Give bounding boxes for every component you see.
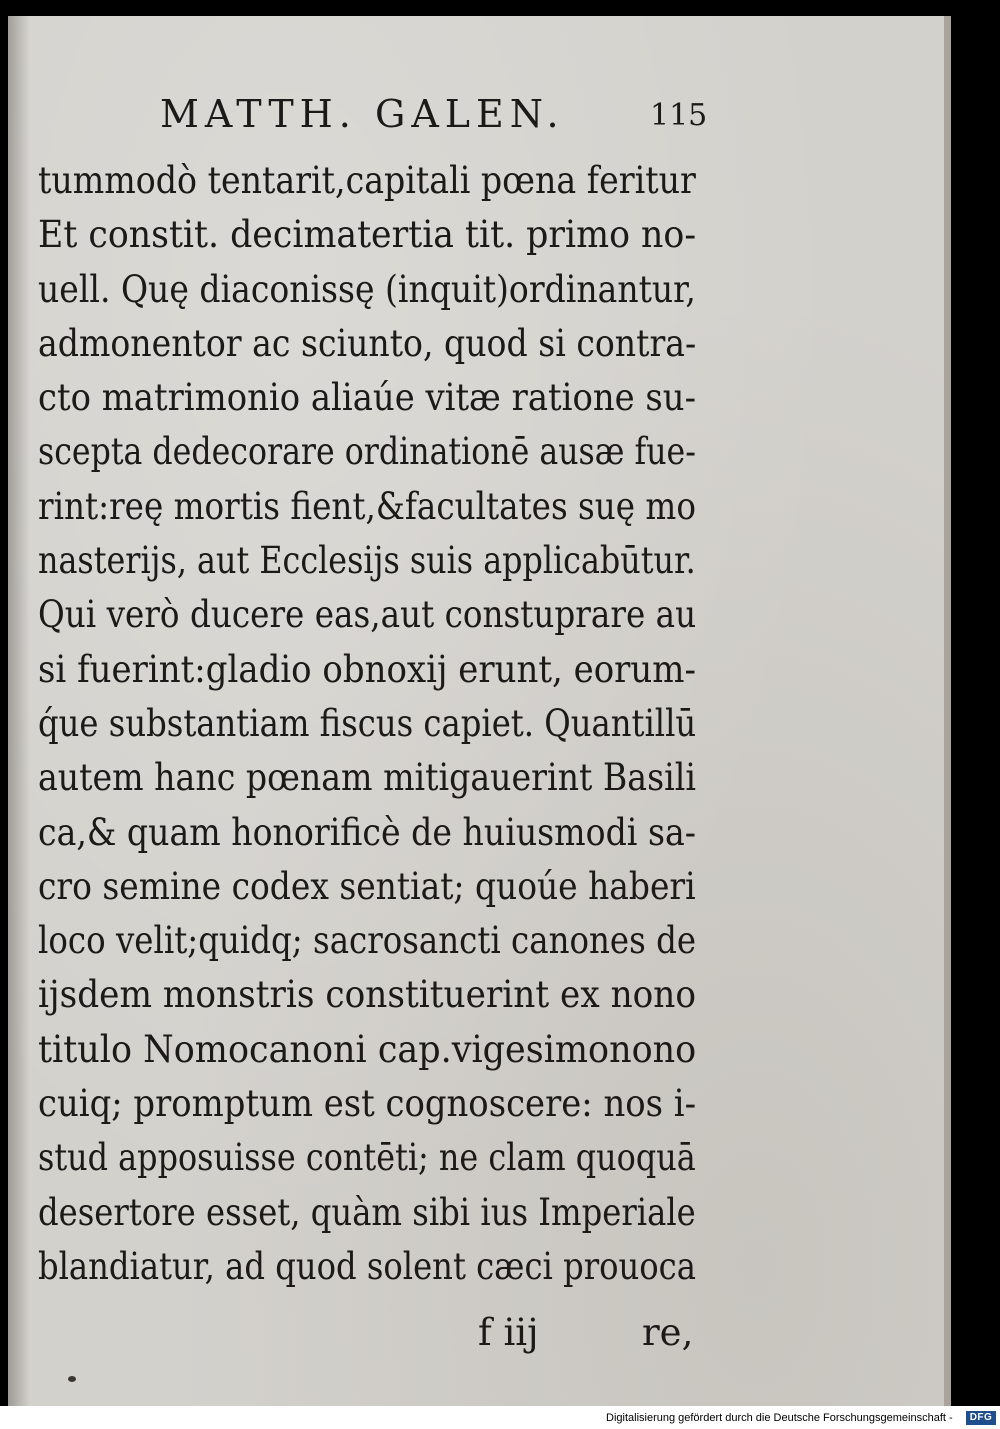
footer-credit: Digitalisierung gefördert durch die Deutsche Forschungsgemeinschaft -: [606, 1412, 953, 1424]
body-text: [38, 154, 698, 1354]
text-line: loco velit;quidq; sacrosancti canones de: [38, 919, 697, 963]
text-line: stud apposuisse contēti; ne clam quoquā: [38, 1136, 696, 1180]
text-line: ca,& quam honorificè de huiusmodi sa-: [38, 810, 696, 854]
text-line: tummodò tentarit,capitali pœna feritur: [38, 159, 696, 202]
text-line: cto matrimonio aliaúe vitæ ratione su-: [38, 376, 697, 420]
text-line: scepta dedecorare ordinationē ausæ fue-: [38, 430, 696, 474]
text-line: rint:reę mortis fient,&facultates suę mo: [38, 484, 696, 528]
text-line: Et constit. decimatertia tit. primo no-: [38, 213, 697, 257]
text-line: cuiq; promptum est cognoscere: nos i-: [38, 1082, 697, 1126]
text-line: nasterijs, aut Ecclesijs suis applicabūtur.: [38, 539, 696, 583]
text-line: admonentor ac sciunto, quod si contra-: [38, 321, 697, 365]
text-line: desertore esset, quàm sibi ius Imperiale: [38, 1190, 696, 1234]
gutter-shadow: [8, 16, 30, 1406]
text-line: uell. Quę diaconissę (inquit)ordinantur,: [38, 267, 696, 311]
running-head: [160, 92, 720, 152]
paper-speck: [68, 1376, 76, 1382]
text-line: blandiatur, ad quod solent cæci prouoca: [38, 1244, 696, 1288]
catchword: re,: [642, 1311, 694, 1354]
text-line: q́ue substantiam fiscus capiet. Quantillū: [38, 701, 697, 745]
text-line: cro semine codex sentiat; quoúe haberi: [38, 864, 696, 908]
text-line: Qui verò ducere eas,aut constuprare au: [38, 593, 697, 637]
running-head-title: MATTH. GALEN.: [160, 92, 565, 136]
text-line: si fuerint:gladio obnoxij erunt, eorum-: [38, 647, 696, 691]
text-line: titulo Nomocanoni cap.vigesimonono: [38, 1027, 697, 1071]
signature-line: [38, 1306, 728, 1360]
book-page: [8, 16, 944, 1406]
page-edge: [944, 16, 951, 1406]
text-line: autem hanc pœnam mitigauerint Basili: [38, 756, 696, 800]
page-number: 115: [650, 98, 708, 133]
signature-mark: f iij: [478, 1311, 539, 1354]
dfg-logo: DFG: [966, 1411, 996, 1425]
text-line: ijsdem monstris constituerint ex nono: [38, 973, 697, 1017]
